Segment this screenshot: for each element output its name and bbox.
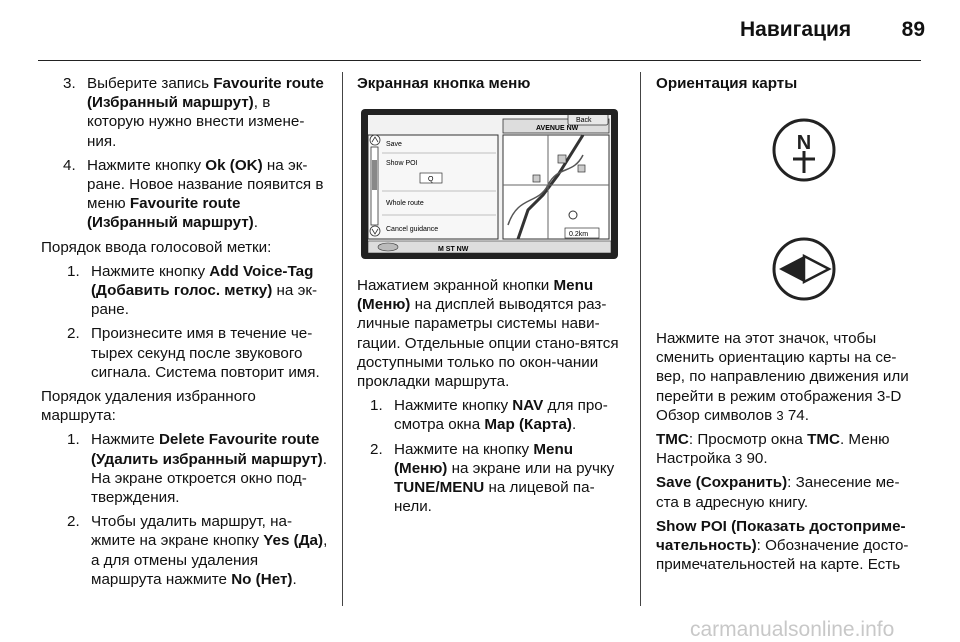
list-item: 2. Нажмите на кнопку Menu (Меню) на экране или на ручку TUNE/MENU на лицевой па-нели. [370,440,615,516]
menu-item-show-poi[interactable]: Show POI [386,160,418,167]
save-paragraph: Save (Сохранить): Занесение ме-ста в адресную книгу. [656,474,900,511]
column-2 [357,74,625,98]
street-top-label: AVENUE NW [536,125,579,132]
header-rule [38,60,921,61]
menu-item-save[interactable]: Save [386,141,402,148]
list-item: 1. Нажмите кнопку NAV для про-смотра окна Map (Карта). [370,397,608,434]
list-item: 1. Нажмите Delete Favourite route (Удалить избранный маршрут). На экране откроется окно под-тверждения. [67,431,327,507]
section-heading: Ориентация карты [656,75,798,92]
nav-screen-illustration [361,109,618,259]
arrow-icon: 3 [776,407,784,423]
column-2-body [357,276,625,521]
section-heading: Экранная кнопка меню [357,75,531,92]
heading-up-icon [761,226,847,312]
column-divider-2 [640,72,641,606]
delete-intro: Порядок удаления избранного маршрута: [41,388,256,425]
north-up-icon [761,107,847,193]
list-item: 1. Нажмите кнопку Add Voice-Tag (Добавить голос. метку) на эк-ране. [67,262,318,319]
scroll-thumb[interactable] [372,160,377,190]
tmc-paragraph: TMC: Просмотр окна TMC. Меню Настройка 3 90. [656,431,890,468]
voice-intro: Порядок ввода голосовой метки: [41,238,272,256]
orientation-paragraph: Нажмите на этот значок, чтобы сменить ориентацию карты на се-вер, по направлению движения или перейти в режим отображения 3-D Обзор символов 3 74. [656,330,909,424]
nav-screen-svg [368,115,611,253]
watermark: carmanualsonline.info [690,618,895,641]
scale-label: 0.2km [569,231,589,238]
menu-button-icon[interactable] [378,243,398,251]
menu-item-cancel-guidance[interactable]: Cancel guidance [386,226,439,233]
arrow-icon: 3 [735,451,743,467]
list-item: 3. Выберите запись Favourite route (Избранный маршрут), в которую нужно внести измене-ния. [63,75,324,150]
column-3-body [656,329,922,579]
menu-paragraph: Нажатием экранной кнопки Menu (Меню) на дисплей выводятся раз-личные параметры системы нави-гации. Отдельные опции стано-вятся доступными только по окон-чании прокладки маршрута. [357,277,619,391]
column-1 [41,74,329,594]
list-item: 2. Произнесите имя в течение че-тырех секунд после звукового сигнала. Система повторит имя. [67,325,320,381]
column-divider-1 [342,72,343,606]
svg-text:N: N [796,132,812,154]
list-item: 2. Чтобы удалить маршрут, на-жмите на экране кнопку Yes (Да), а для отмены удаления маршрута нажмите No (Нет). [67,513,328,588]
header-title: Навигация [740,18,852,41]
page-number: 89 [901,18,925,41]
back-label: Back [576,117,592,124]
poi-paragraph: Show POI (Показать достоприме-чательность): Обозначение досто-примечательностей на карте. Есть [656,517,909,574]
menu-item-whole-route[interactable]: Whole route [386,200,424,207]
list-item: 4. Нажмите кнопку Ok (OK) на эк-ране. Новое название появится в меню Favourite route (Избранный маршрут). [63,156,324,232]
svg-text:Q: Q [428,176,434,183]
street-bottom-label: M ST NW [438,246,469,253]
column-3 [656,74,922,98]
